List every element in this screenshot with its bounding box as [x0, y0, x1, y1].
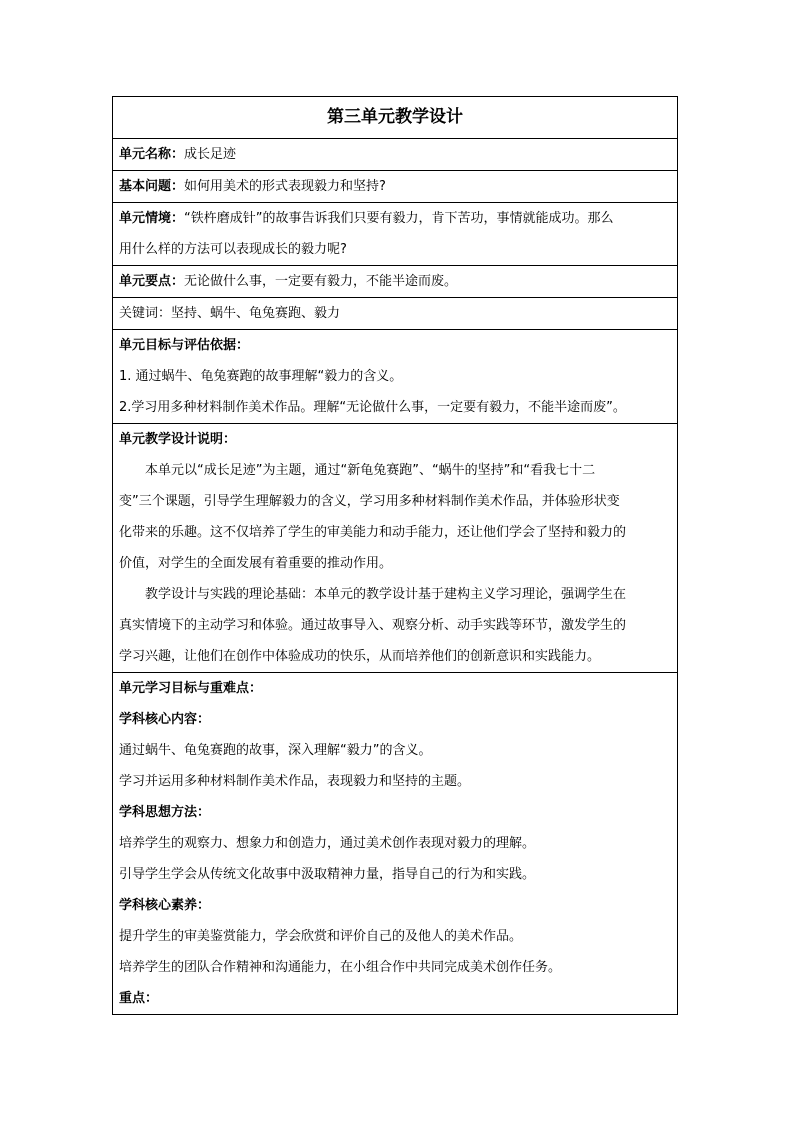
design-notes-p1-line-1: 本单元以“成长足迹”为主题，通过“新龟兔赛跑”、“蜗牛的坚持”和“看我七十二 — [145, 463, 596, 478]
thinking-label: 学科思想方法： — [119, 805, 211, 820]
learning-row — [113, 673, 678, 1015]
unit-situation-label: 单元情境： — [119, 211, 185, 226]
core-content-item-2: 学习并运用多种材料制作美术作品，表现毅力和坚持的主题。 — [119, 774, 471, 789]
key-points-label: 重点： — [119, 991, 159, 1006]
unit-points-cell — [113, 266, 678, 298]
learning-label: 单元学习目标与重难点： — [119, 681, 263, 696]
design-notes-p2-line-1: 教学设计与实践的理论基础：本单元的教学设计基于建构主义学习理论，强调学生在 — [145, 587, 627, 602]
design-notes-p1-line-2: 变”三个课题，引导学生理解毅力的含义，学习用多种材料制作美术作品，并体验形状变 — [119, 494, 620, 509]
unit-name-value: 成长足迹 — [184, 147, 237, 162]
unit-situation-text-1: “铁杵磨成针”的故事告诉我们只要有毅力，肯下苦功，事情就能成功。那么 — [184, 211, 614, 226]
unit-name-cell — [113, 139, 678, 171]
unit-points-value: 无论做什么事，一定要有毅力，不能半途而废。 — [184, 274, 458, 289]
learning-cell — [113, 673, 678, 1015]
goal-item-2: 2.学习用多种材料制作美术作品。理解“无论做什么事，一定要有毅力，不能半途而废”。 — [119, 400, 626, 415]
design-notes-cell — [113, 424, 678, 673]
unit-name-label: 单元名称： — [119, 147, 185, 162]
unit-situation-line-1 — [119, 203, 671, 234]
unit-points-label: 单元要点： — [119, 274, 185, 289]
core-content-label: 学科核心内容： — [119, 712, 211, 727]
basic-question-cell — [113, 171, 678, 203]
title-row — [113, 97, 678, 139]
keywords-row — [113, 298, 678, 330]
unit-design-table — [112, 96, 678, 1015]
thinking-item-1: 培养学生的观察力、想象力和创造力，通过美术创作表现对毅力的理解。 — [119, 836, 536, 851]
core-content-item-1: 通过蜗牛、龟兔赛跑的故事，深入理解“毅力”的含义。 — [119, 743, 432, 758]
goals-cell — [113, 330, 678, 424]
literacy-item-1: 提升学生的审美鉴赏能力，学会欣赏和评价自己的及他人的美术作品。 — [119, 929, 523, 944]
design-notes-p2-line-2: 真实情境下的主动学习和体验。通过故事导入、观察分析、动手实践等环节，激发学生的 — [119, 618, 627, 633]
design-notes-p1-line-4: 价值，对学生的全面发展有着重要的推动作用。 — [119, 556, 393, 571]
literacy-label: 学科核心素养： — [119, 898, 211, 913]
goal-item-1: 1. 通过蜗牛、龟兔赛跑的故事理解“毅力的含义。 — [119, 369, 403, 384]
goals-row — [113, 330, 678, 424]
basic-question-value: 如何用美术的形式表现毅力和坚持? — [184, 179, 386, 194]
unit-situation-cell — [113, 203, 678, 266]
document-title: 第三单元教学设计 — [113, 97, 678, 139]
unit-situation-row — [113, 203, 678, 266]
basic-question-row — [113, 171, 678, 203]
design-notes-row — [113, 424, 678, 673]
design-notes-p2-line-3: 学习兴趣，让他们在创作中体验成功的快乐，从而培养他们的创新意识和实践能力。 — [119, 649, 601, 664]
literacy-item-2: 培养学生的团队合作精神和沟通能力，在小组合作中共同完成美术创作任务。 — [119, 960, 562, 975]
design-notes-label: 单元教学设计说明： — [119, 432, 237, 447]
thinking-item-2: 引导学生学会从传统文化故事中汲取精神力量，指导自己的行为和实践。 — [119, 867, 536, 882]
unit-points-row — [113, 266, 678, 298]
design-notes-p1-line-3: 化带来的乐趣。这不仅培养了学生的审美能力和动手能力，还让他们学会了坚持和毅力的 — [119, 525, 627, 540]
unit-situation-line-2: 用什么样的方法可以表现成长的毅力呢? — [119, 242, 347, 257]
keywords-label: 关键词： — [119, 306, 172, 321]
keywords-value: 坚持、蜗牛、龟兔赛跑、毅力 — [171, 306, 341, 321]
basic-question-label: 基本问题： — [119, 179, 185, 194]
goals-label: 单元目标与评估依据： — [119, 338, 250, 353]
keywords-cell — [113, 298, 678, 330]
unit-name-row — [113, 139, 678, 171]
